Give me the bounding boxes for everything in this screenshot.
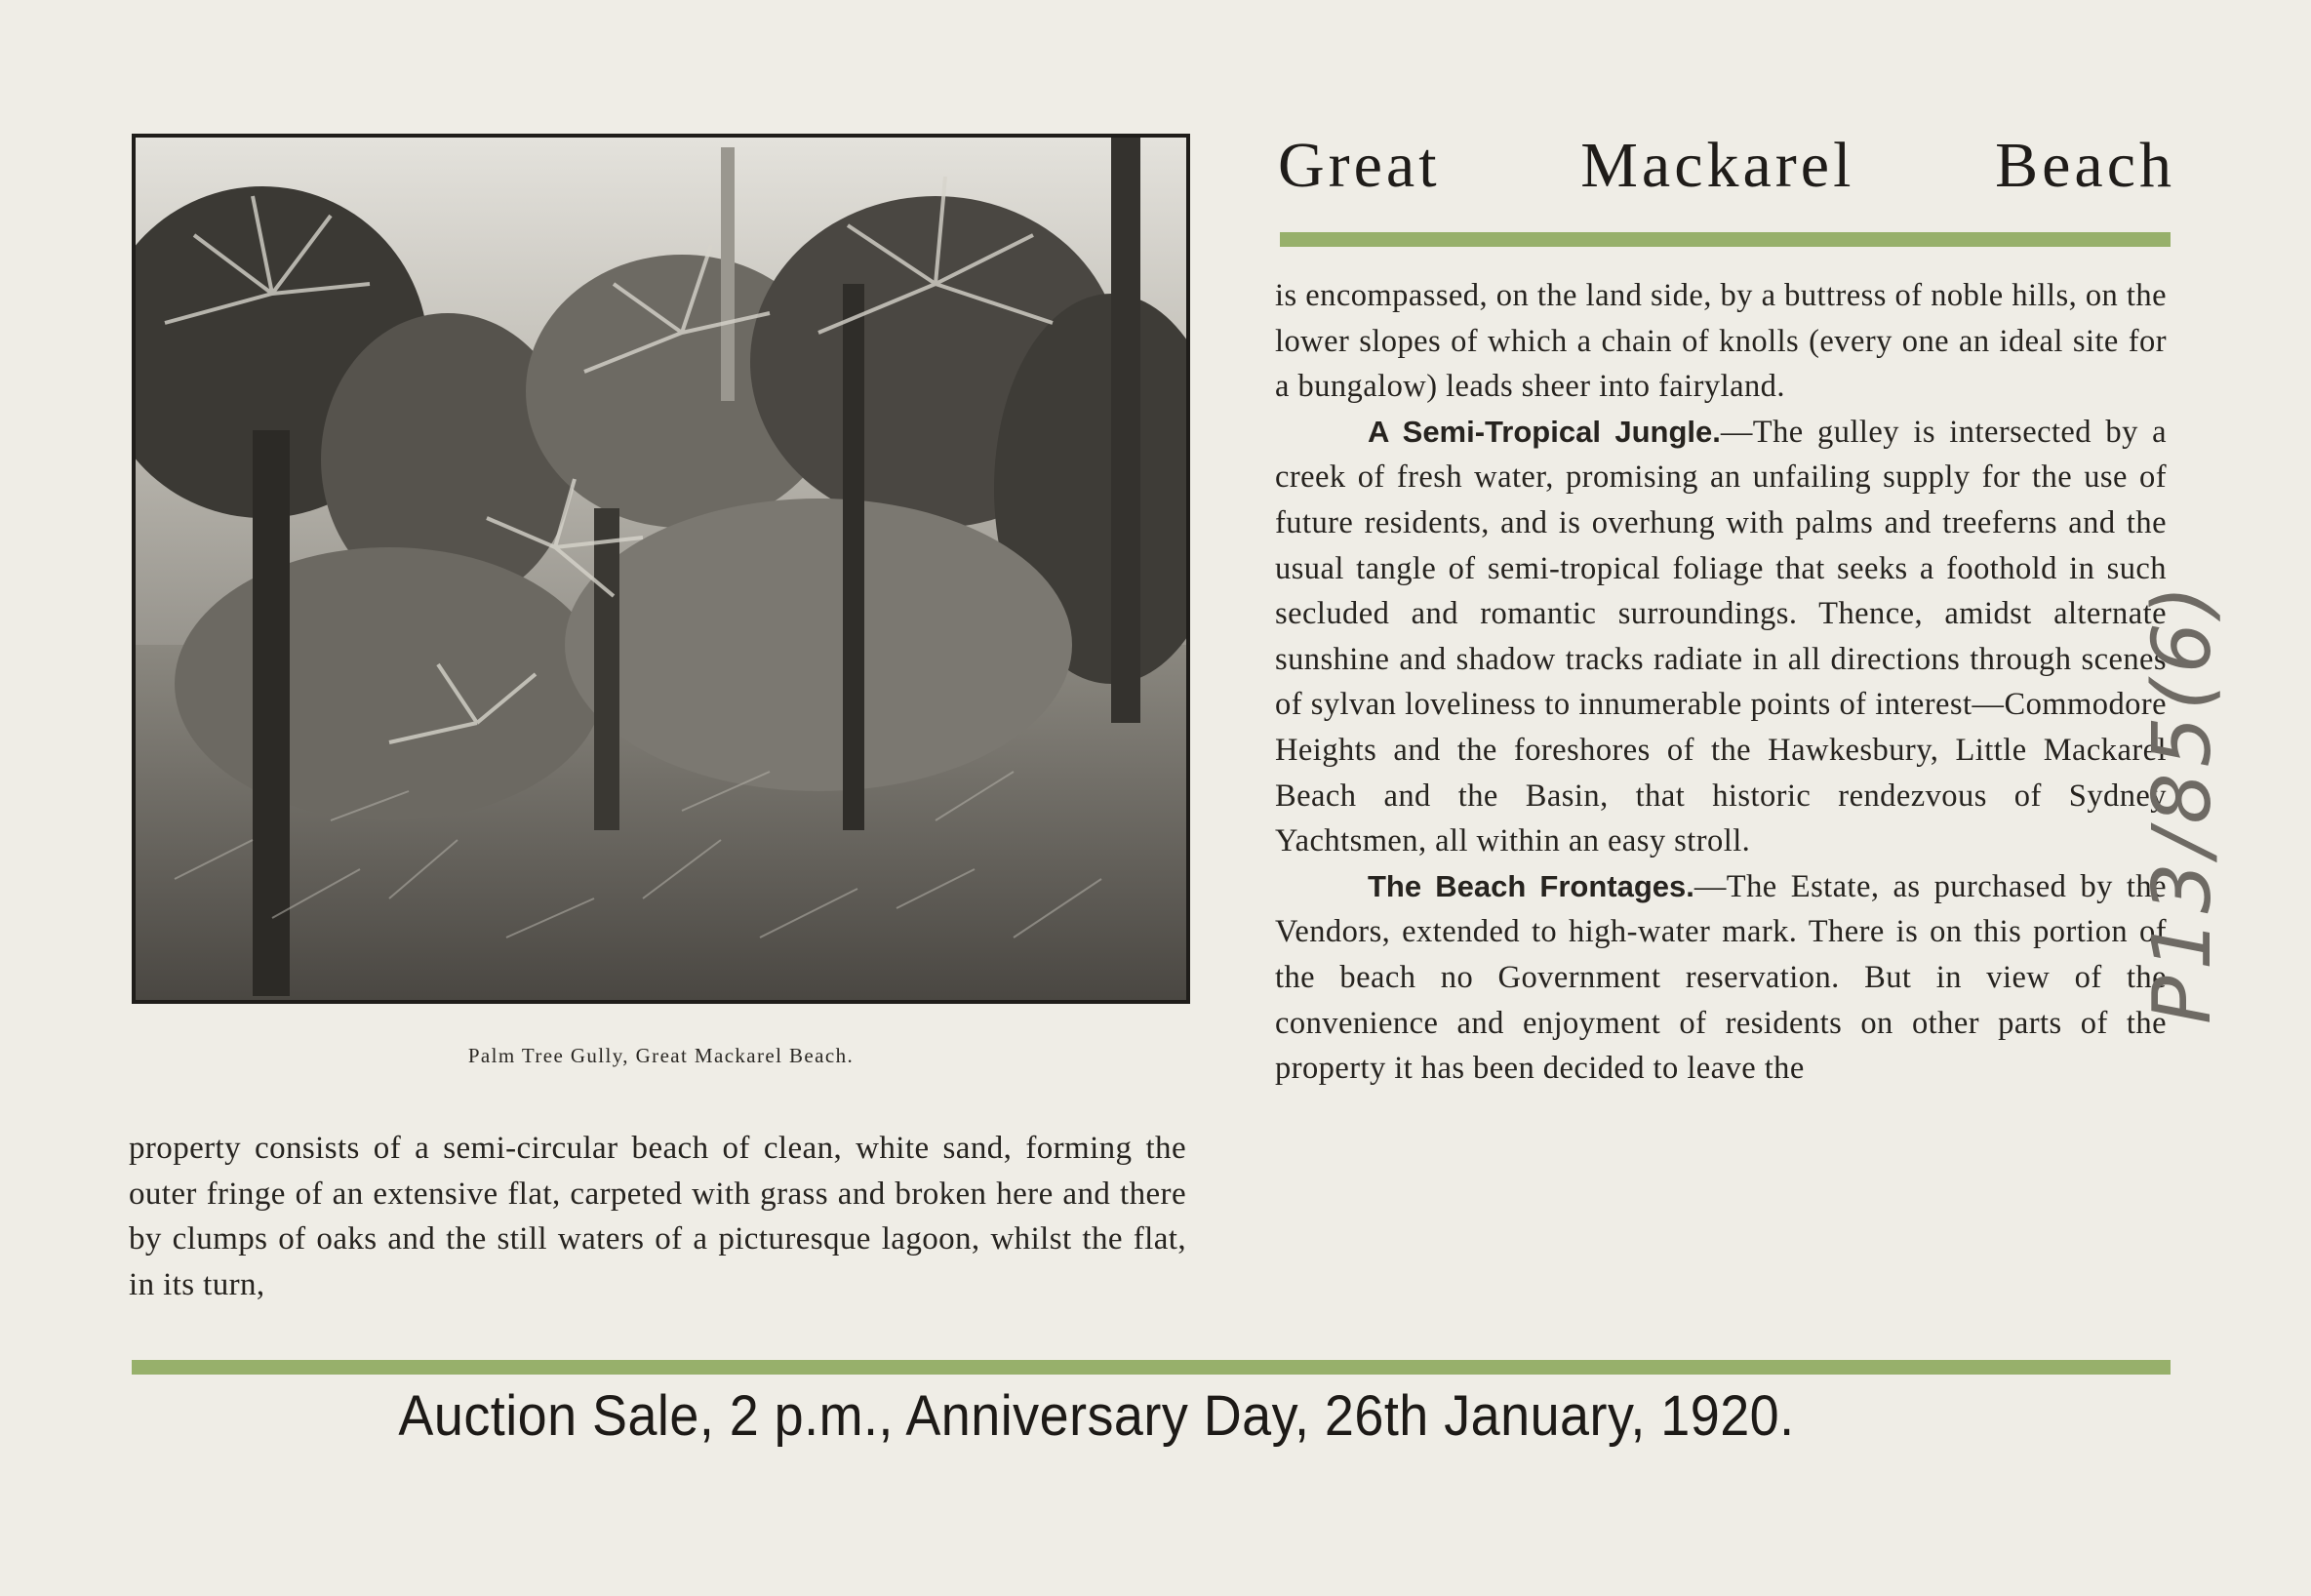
page-title: Great Mackarel Beach bbox=[1278, 130, 2175, 201]
green-rule-top bbox=[1280, 232, 2171, 247]
paragraph-lead: The Beach Frontages. bbox=[1368, 868, 1694, 903]
paragraph-lead: A Semi-Tropical Jungle. bbox=[1368, 414, 1721, 449]
paragraph-text: is encompassed, on the land side, by a buttress of noble hills, on the lower slopes of which a chain of knolls (every one an ideal site for a bungalow) leads sheer into fairyland. bbox=[1275, 278, 2167, 405]
paragraph-encompassed bbox=[1275, 273, 2167, 410]
handwritten-annotation: P13/85(6) bbox=[2136, 579, 2229, 1024]
paragraph-text: —The Estate, as purchased by the Vendors, extended to high-water mark. There is on this portion of the beach no Government reservation. But in view of the convenience and enjoyment of residents on other parts of the property it has been decided to leave the bbox=[1275, 868, 2167, 1087]
paragraph-text: —The gulley is intersected by a creek of fresh water, promising an unfailing supply for the use of future residents, and is overhung with palms and treeferns and the usual tangle of semi-tropical foliage that seeks a foothold in such secluded and romantic surroundings. Thence, amidst alternate sunshine and shadow tracks radiate in all directions through scenes of sylvan loveliness to innumerable points of interest—Commodore Heights and the foreshores of the Hawkesbury, Little Mackarel Beach and the Basin, that historic rendezvous of Sydney Yachtsmen, all within an easy stroll. bbox=[1275, 414, 2168, 859]
photo-illustration bbox=[136, 138, 1186, 1000]
paragraph-frontages bbox=[1275, 864, 2167, 1092]
palm-gully-photo bbox=[132, 134, 1190, 1004]
paragraph-jungle bbox=[1275, 410, 2167, 864]
auction-notice: Auction Sale, 2 p.m., Anniversary Day, 26th January, 1920. bbox=[398, 1384, 1795, 1448]
right-column-text bbox=[1275, 273, 2167, 1092]
left-column-text: property consists of a semi-circular beach of clean, white sand, forming the outer fringe of an extensive flat, carpeted with grass and broken here and there by clumps of oaks and the still waters of a picturesque lagoon, whilst the flat, in its turn, bbox=[129, 1131, 1186, 1302]
green-rule-bottom bbox=[132, 1360, 2171, 1375]
photo-caption: Palm Tree Gully, Great Mackarel Beach. bbox=[467, 1044, 855, 1067]
